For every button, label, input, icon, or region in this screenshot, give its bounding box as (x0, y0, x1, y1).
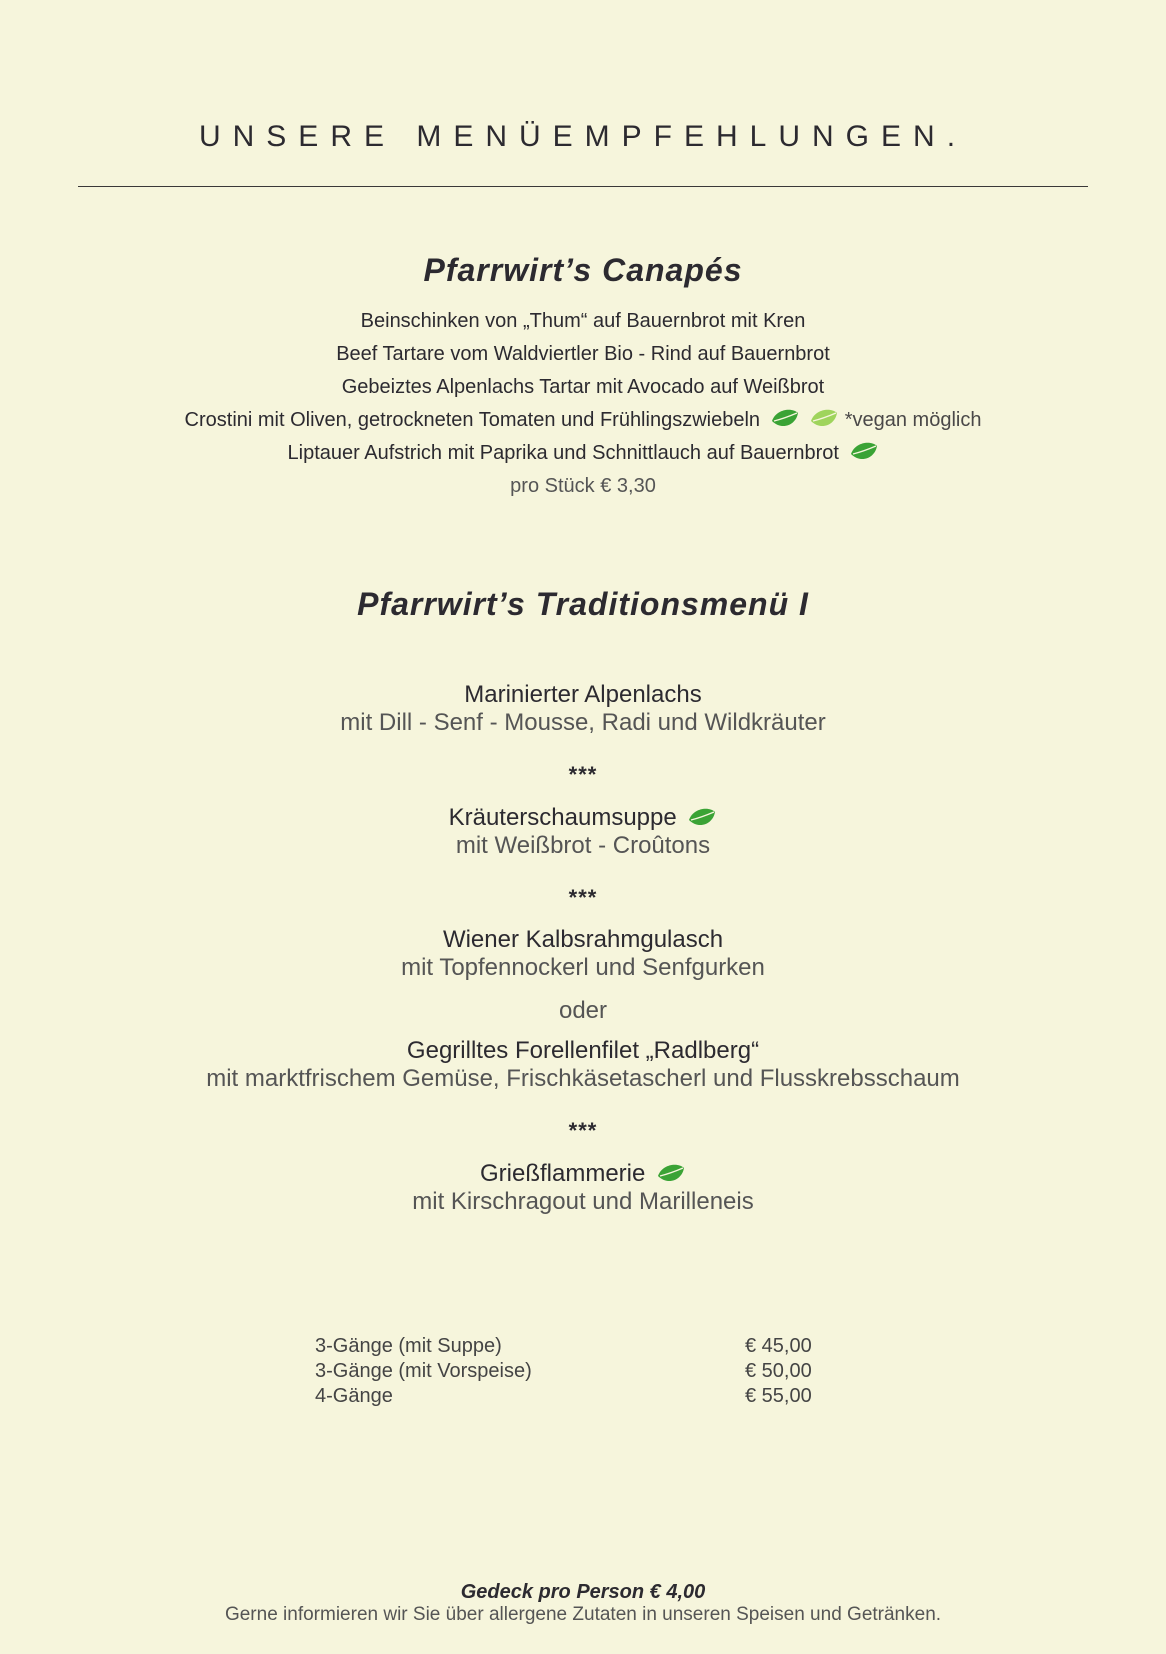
price-row (315, 1359, 835, 1384)
list-item (0, 305, 1166, 338)
course (0, 804, 1166, 860)
course-separator: *** (568, 762, 598, 787)
course-separator: *** (568, 1118, 598, 1143)
course-name-row (0, 1160, 1166, 1188)
course-name: Marinierter Alpenlachs (464, 681, 702, 708)
page-title: UNSERE MENÜEMPFEHLUNGEN. (198, 120, 968, 153)
course (0, 1037, 1166, 1093)
header-divider (78, 186, 1088, 187)
course-name: Grießflammerie (479, 1160, 646, 1187)
leaf-icon (809, 407, 839, 431)
course-description: mit Weißbrot - Croûtons (455, 832, 711, 859)
course (0, 1160, 1166, 1216)
or-label: oder (558, 997, 608, 1024)
list-item (0, 371, 1166, 404)
leaf-icon (770, 407, 800, 431)
leaf-icon (849, 440, 879, 464)
leaf-icon (687, 806, 717, 830)
leaf-icon (656, 1162, 686, 1186)
course-description: mit Dill - Senf - Mousse, Radi und Wildkräuter (340, 709, 826, 736)
price-label: 4-Gänge (315, 1385, 393, 1407)
cover-charge: Gedeck pro Person € 4,00 (460, 1581, 706, 1603)
canapes-title: Pfarrwirt’s Canapés (423, 252, 743, 288)
canape-text: Beinschinken von „Thum“ auf Bauernbrot mit Kren (360, 310, 806, 332)
canapes-list (0, 305, 1166, 503)
canape-text: Liptauer Aufstrich mit Paprika und Schnittlauch auf Bauernbrot (287, 442, 839, 464)
list-item (0, 338, 1166, 371)
course-description: mit Topfennockerl und Senfgurken (401, 954, 765, 981)
canape-text: Gebeiztes Alpenlachs Tartar mit Avocado auf Weißbrot (341, 376, 825, 398)
course-name: Wiener Kalbsrahmgulasch (442, 926, 724, 953)
vegan-note: *vegan möglich (844, 409, 982, 431)
price-amount: € 45,00 (745, 1335, 812, 1357)
course (0, 681, 1166, 737)
price-amount: € 50,00 (745, 1360, 812, 1382)
canape-text: Beef Tartare vom Waldviertler Bio - Rind auf Bauernbrot (336, 343, 830, 365)
course (0, 926, 1166, 982)
course-name: Gegrilltes Forellenfilet „Radlberg“ (406, 1037, 760, 1064)
price-label: 3-Gänge (mit Vorspeise) (315, 1360, 532, 1382)
canape-price: pro Stück € 3,30 (510, 475, 656, 497)
course-description: mit Kirschragout und Marilleneis (412, 1188, 754, 1215)
list-item (0, 437, 1166, 470)
canape-text: Crostini mit Oliven, getrockneten Tomaten und Frühlingszwiebeln (184, 409, 761, 431)
price-label: 3-Gänge (mit Suppe) (315, 1335, 502, 1357)
course-description: mit marktfrischem Gemüse, Frischkäsetascherl und Flusskrebsschaum (206, 1065, 960, 1092)
allergen-note: Gerne informieren wir Sie über allergene Zutaten in unseren Speisen und Getränken. (224, 1604, 942, 1625)
price-row (315, 1334, 835, 1359)
price-list (315, 1334, 835, 1409)
menu-title: Pfarrwirt’s Traditionsmenü I (357, 586, 809, 622)
course-name-row (0, 804, 1166, 832)
footer (0, 1580, 1166, 1626)
course-name: Kräuterschaumsuppe (448, 804, 677, 831)
price-row (315, 1384, 835, 1409)
course-separator: *** (568, 885, 598, 910)
list-item (0, 404, 1166, 437)
price-amount: € 55,00 (745, 1385, 812, 1407)
